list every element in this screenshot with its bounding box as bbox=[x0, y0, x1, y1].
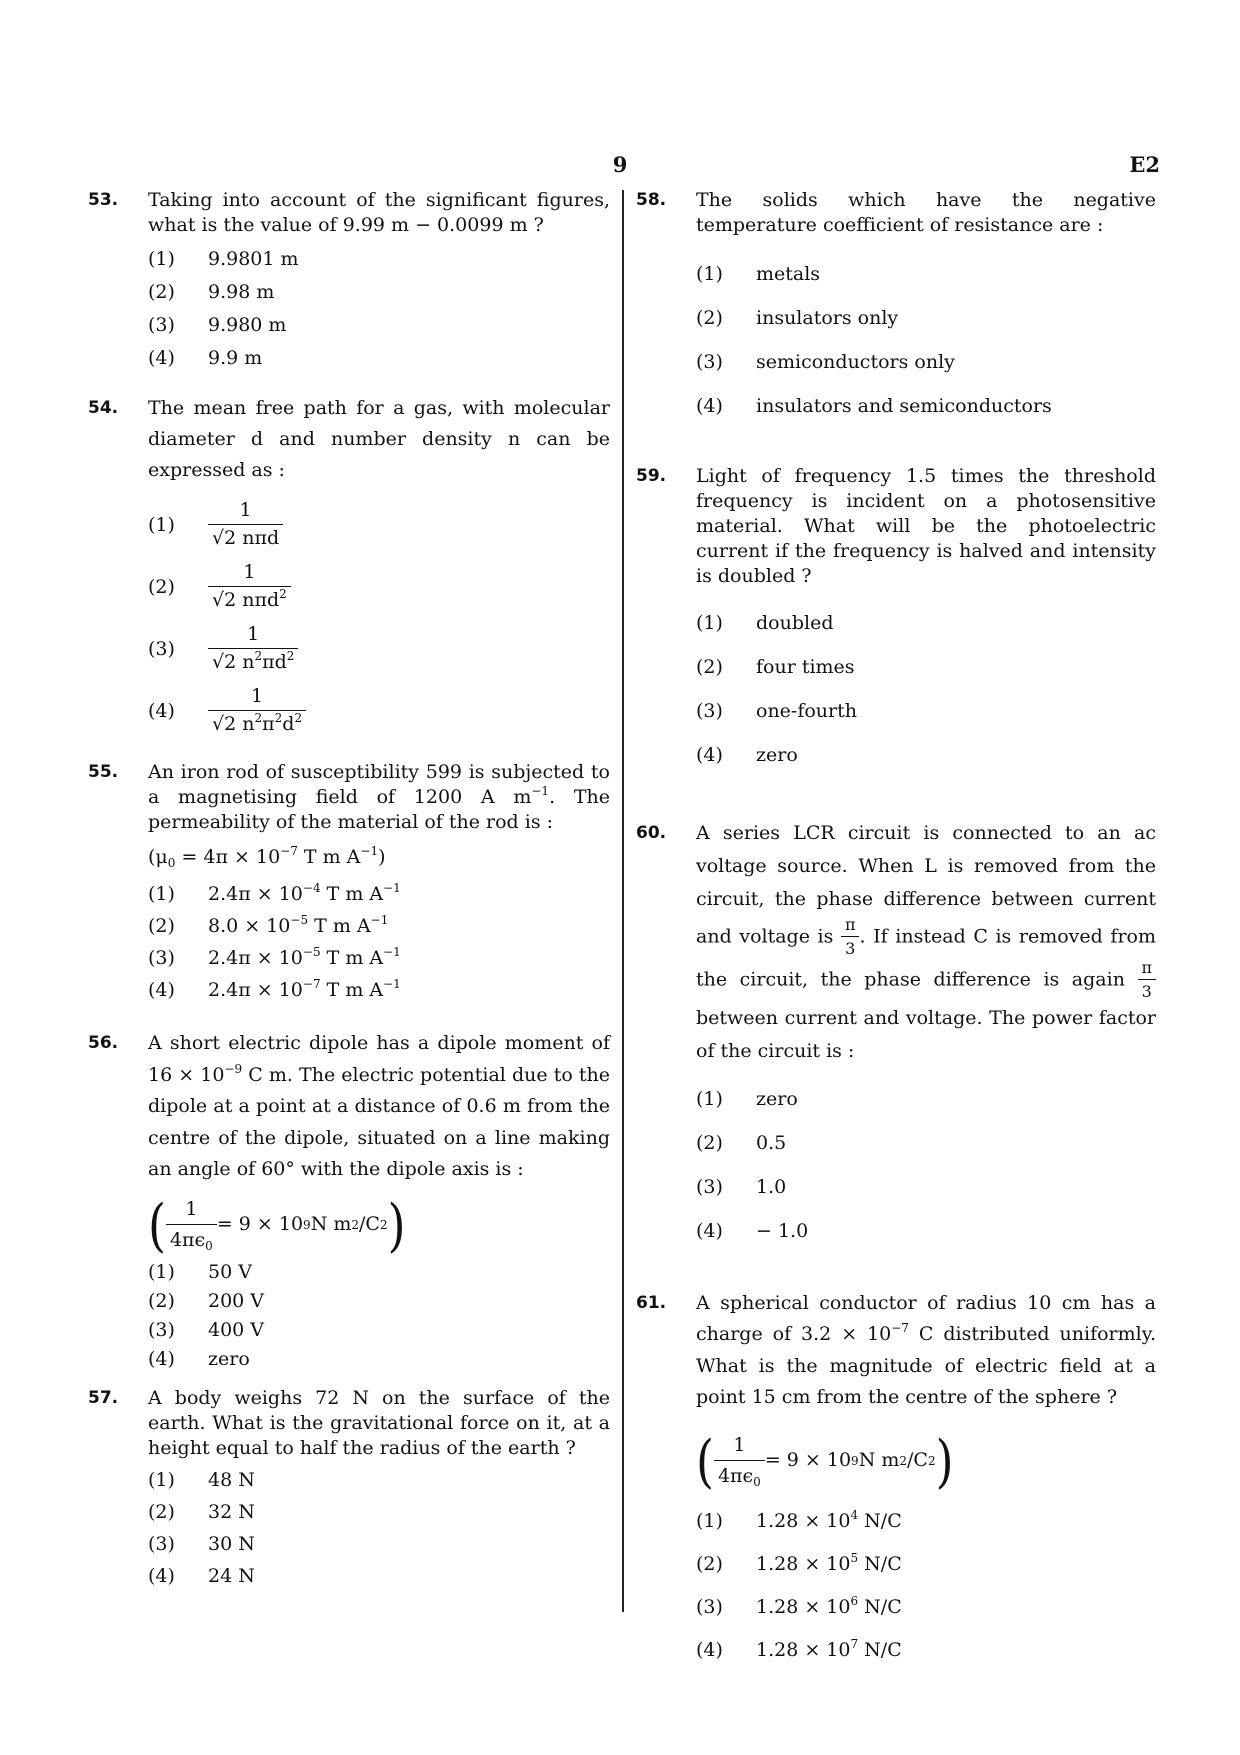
option-1: (1) $\frac{1}{\text{√2 nπd}}$ bbox=[148, 494, 610, 556]
page-number: 9 bbox=[612, 152, 628, 177]
option-3: (3) 9.980 m bbox=[148, 314, 287, 336]
question-59 bbox=[636, 464, 1156, 777]
question-text: The mean free path for a gas, with molecular diameter d and number density n can be expressed as : bbox=[148, 397, 610, 481]
question-number: 55. bbox=[88, 762, 119, 782]
question-text: A body weighs 72 N on the surface of the earth. What is the gravitational force on it, at a height equal to half the radius of the earth ? bbox=[148, 1386, 610, 1459]
question-text: An iron rod of susceptibility 599 is subjected to a magnetising field of 1200 A $m^{-1}$. The permeability of the material of the rod is : bbox=[148, 761, 611, 833]
coulomb-constant: ( $\frac{1}{4\pi\epsilon_0}$ = 9 × 10 9 N m 2 /C 2 ) bbox=[696, 1426, 954, 1495]
option-3: (3) 30 N bbox=[148, 1533, 255, 1555]
question-number: 54. bbox=[88, 398, 119, 418]
question-58 bbox=[636, 188, 1156, 428]
option-4: (4) insulators and semiconductors bbox=[696, 394, 1052, 417]
question-number: 56. bbox=[88, 1033, 119, 1053]
fraction: $\frac{1}{√2 n^2\pi d^2}$ bbox=[208, 624, 298, 674]
question-60 bbox=[636, 817, 1156, 1254]
option-4: (4) 24 N bbox=[148, 1565, 255, 1587]
given-constant: ($\mu_0 = 4\pi \times 10^{-7}$ T m $A^{-1}$) bbox=[148, 844, 386, 870]
question-number: 57. bbox=[88, 1387, 119, 1408]
paper-code: E2 bbox=[1129, 152, 1160, 177]
option-3: (3) $2.4\pi \times 10^{-5}$ T m $A^{-1}$ bbox=[148, 944, 401, 969]
option-2: (2) 9.98 m bbox=[148, 281, 275, 303]
option-4: (4) − 1.0 bbox=[696, 1220, 809, 1243]
option-1: (1) 9.9801 m bbox=[148, 248, 299, 270]
fraction: $\frac{1}{\text{√2 nπd}}$ bbox=[208, 500, 283, 550]
question-54 bbox=[88, 393, 610, 742]
option-1: (1) 48 N bbox=[148, 1469, 255, 1491]
option-4: (4) zero bbox=[696, 743, 798, 766]
option-2: (2) $1.28 \times 10^5$ N/C bbox=[696, 1550, 902, 1575]
option-1: (1) $2.4\pi \times 10^{-4}$ T m $A^{-1}$ bbox=[148, 880, 401, 905]
question-57 bbox=[88, 1386, 610, 1593]
question-56 bbox=[88, 1028, 610, 1374]
option-4: (4) $1.28 \times 10^7$ N/C bbox=[696, 1636, 902, 1661]
option-2: (2) 0.5 bbox=[696, 1132, 787, 1155]
question-61 bbox=[636, 1288, 1156, 1672]
option-2: (2) $8.0 \times 10^{-5}$ T m $A^{-1}$ bbox=[148, 912, 389, 937]
question-number: 61. bbox=[636, 1292, 667, 1313]
question-55 bbox=[88, 760, 610, 1006]
fraction: $\frac{1}{√2 n^2\pi^2d^2}$ bbox=[208, 686, 306, 736]
option-4: (4) $\frac{1}{√2 n^2\pi^2d^2}$ bbox=[148, 680, 610, 742]
question-number: 59. bbox=[636, 466, 667, 486]
fraction-pi-over-3: $\frac{\pi}{3}$ bbox=[841, 916, 860, 959]
option-3: (3) $1.28 \times 10^6$ N/C bbox=[696, 1593, 902, 1618]
coulomb-constant: ( $\frac{1}{4\pi\epsilon_0}$ = 9 × 10 9 N m 2 /C 2 ) bbox=[148, 1190, 406, 1259]
option-1: (1) metals bbox=[696, 262, 821, 285]
option-2: (2) insulators only bbox=[696, 306, 899, 329]
option-2: (2) 200 V bbox=[148, 1289, 265, 1312]
left-column bbox=[88, 188, 610, 1593]
question-number: 58. bbox=[636, 190, 667, 210]
option-1: (1) 50 V bbox=[148, 1260, 252, 1283]
option-1: (1) doubled bbox=[696, 611, 834, 634]
question-53 bbox=[88, 188, 610, 375]
column-divider bbox=[622, 190, 624, 1612]
option-1: (1) $1.28 \times 10^4$ N/C bbox=[696, 1507, 902, 1532]
question-text: Light of frequency 1.5 times the threshold frequency is incident on a photosensitive material. What will be the photoelectric current if the frequency is halved and intensity is doubled ? bbox=[696, 465, 1156, 587]
option-2: (2) 32 N bbox=[148, 1501, 255, 1523]
option-3: (3) $\frac{1}{√2 n^2\pi d^2}$ bbox=[148, 618, 610, 680]
fraction: $\frac{1}{√2 n\pi d^2}$ bbox=[208, 562, 291, 612]
option-3: (3) 400 V bbox=[148, 1318, 265, 1341]
question-text: A series LCR circuit is connected to an ac voltage source. When L is removed from the circuit, the phase difference between current and voltage is $\frac{\pi}{3}$ . If instead C is removed from the circuit, the phase difference is again $\frac{\pi}{3}$ between current and voltage. The power factor of the circuit is : bbox=[696, 822, 1156, 1062]
option-2: (2) $\frac{1}{√2 n\pi d^2}$ bbox=[148, 556, 610, 618]
question-text: Taking into account of the significant figures, what is the value of 9.99 m − 0.0099 m ? bbox=[148, 189, 610, 236]
option-3: (3) semiconductors only bbox=[696, 350, 955, 373]
question-number: 53. bbox=[88, 190, 119, 210]
question-text: A short electric dipole has a dipole moment of $16 \times 10^{-9}$ C m. The electric potential due to the dipole at a point at a distance of 0.6 m from the centre of the dipole, situated on a line making an angle of 60° with the dipole axis is : bbox=[148, 1032, 610, 1180]
option-2: (2) four times bbox=[696, 655, 855, 678]
fraction-pi-over-3: $\frac{\pi}{3}$ bbox=[1137, 959, 1156, 1002]
option-3: (3) one-fourth bbox=[696, 699, 858, 722]
option-4: (4) zero bbox=[148, 1347, 250, 1370]
right-column bbox=[636, 188, 1156, 1672]
question-text: The solids which have the negative temperature coefficient of resistance are : bbox=[696, 189, 1156, 236]
option-3: (3) 1.0 bbox=[696, 1176, 787, 1199]
question-number: 60. bbox=[636, 823, 667, 843]
question-text: A spherical conductor of radius 10 cm has a charge of $3.2 \times 10^{-7}$ C distributed uniformly. What is the magnitude of electric field at a point 15 cm from the centre of the sphere ? bbox=[696, 1291, 1156, 1409]
option-4: (4) $2.4\pi \times 10^{-7}$ T m $A^{-1}$ bbox=[148, 976, 401, 1001]
option-1: (1) zero bbox=[696, 1088, 798, 1111]
option-4: (4) 9.9 m bbox=[148, 347, 263, 369]
